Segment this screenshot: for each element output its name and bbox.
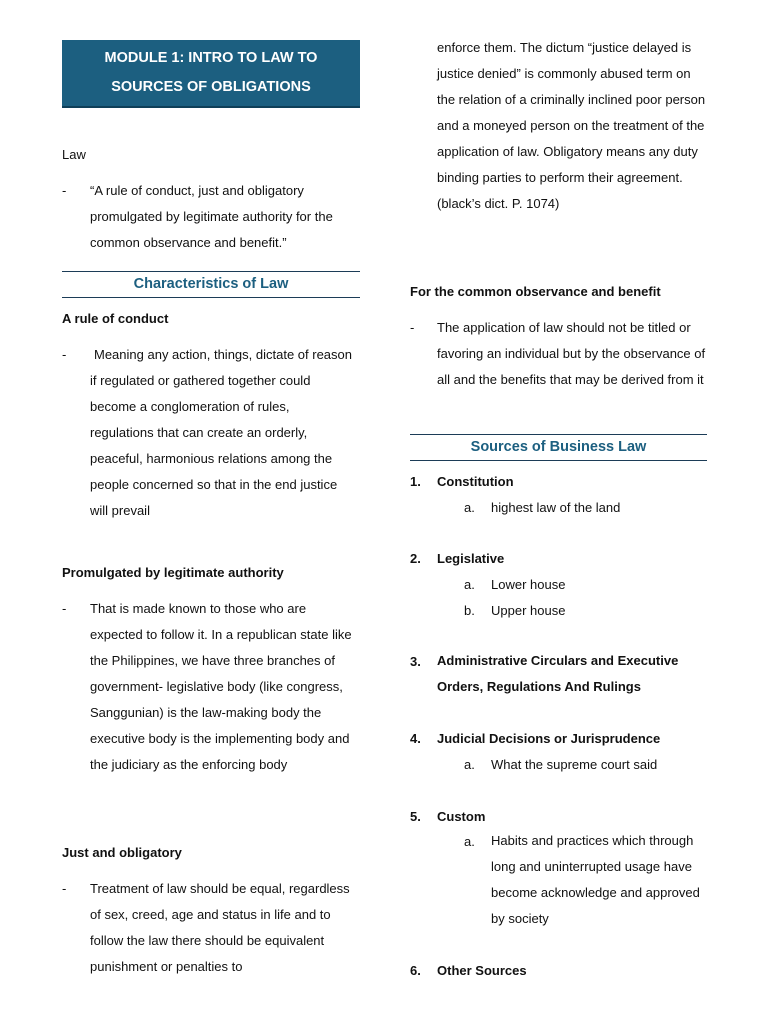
module-title-line-1: MODULE 1: INTRO TO LAW TO xyxy=(104,50,318,66)
sub-item-text: Upper house xyxy=(491,603,566,618)
source-number: 2. xyxy=(410,551,421,566)
source-label-constitution: Constitution xyxy=(437,474,514,489)
bullet-dash: - xyxy=(62,881,67,896)
just-obligatory-continuation: enforce them. The dictum “justice delayed is justice denied” is commonly abused term on the relation of a criminally inclined poor person and a moneyed person on the treatment of the application of law. Obligatory means any duty binding parties to perform their agreement. (black’s dict. P. 1074) xyxy=(437,40,706,211)
sub-item-text: highest law of the land xyxy=(491,500,621,515)
characteristics-heading: Characteristics of Law xyxy=(62,271,360,298)
bullet-dash: - xyxy=(410,320,415,335)
source-label-administrative: Administrative Circulars and Executive Orders, Regulations And Rulings xyxy=(437,653,679,694)
module-title-banner xyxy=(62,40,360,108)
rule-of-conduct-label: A rule of conduct xyxy=(62,311,169,326)
sub-letter: a. xyxy=(464,757,475,772)
bullet-dash: - xyxy=(62,347,67,362)
source-label-custom: Custom xyxy=(437,809,486,824)
source-number: 5. xyxy=(410,809,421,824)
sources-heading: Sources of Business Law xyxy=(410,434,707,461)
source-label-other: Other Sources xyxy=(437,963,527,978)
law-label: Law xyxy=(62,147,86,162)
common-observance-text: The application of law should not be titled or favoring an individual but by the observance of all and the benefits that may be derived from it xyxy=(437,320,706,387)
common-observance-label: For the common observance and benefit xyxy=(410,284,661,299)
promulgated-label: Promulgated by legitimate authority xyxy=(62,565,284,580)
just-obligatory-label: Just and obligatory xyxy=(62,845,182,860)
sub-item-text: Habits and practices which through long and uninterrupted usage have become acknowledge and approved by society xyxy=(491,833,700,926)
source-number: 6. xyxy=(410,963,421,978)
bullet-dash: - xyxy=(62,183,67,198)
sub-item-text: Lower house xyxy=(491,577,566,592)
sub-letter: a. xyxy=(464,577,475,592)
bullet-dash: - xyxy=(62,601,67,616)
sub-letter: a. xyxy=(464,500,475,515)
sub-letter: b. xyxy=(464,603,475,618)
source-label-legislative: Legislative xyxy=(437,551,505,566)
source-number: 1. xyxy=(410,474,421,489)
sub-item-text: What the supreme court said xyxy=(491,757,658,772)
sub-letter: a. xyxy=(464,834,475,849)
source-number: 3. xyxy=(410,654,421,669)
law-definition: “A rule of conduct, just and obligatory promulgated by legitimate authority for the common observance and benefit.” xyxy=(90,183,333,250)
module-title-line-2: SOURCES OF OBLIGATIONS xyxy=(111,79,311,95)
source-label-judicial: Judicial Decisions or Jurisprudence xyxy=(437,731,661,746)
source-number: 4. xyxy=(410,731,421,746)
just-obligatory-text: Treatment of law should be equal, regardless of sex, creed, age and status in life and to follow the law there should be equivalent punishment or penalties to xyxy=(90,881,350,974)
promulgated-text: That is made known to those who are expected to follow it. In a republican state like the Philippines, we have three branches of government- legislative body (like congress, Sanggunian) is the law-making body the executive body is the implementing body and the judiciary as the enforcing body xyxy=(90,601,352,772)
rule-of-conduct-text: Meaning any action, things, dictate of reason if regulated or gathered together could become a conglomeration of rules, regulations that can create an orderly, peaceful, harmonious relations among the people concerned so that in the end justice will prevail xyxy=(90,347,352,518)
